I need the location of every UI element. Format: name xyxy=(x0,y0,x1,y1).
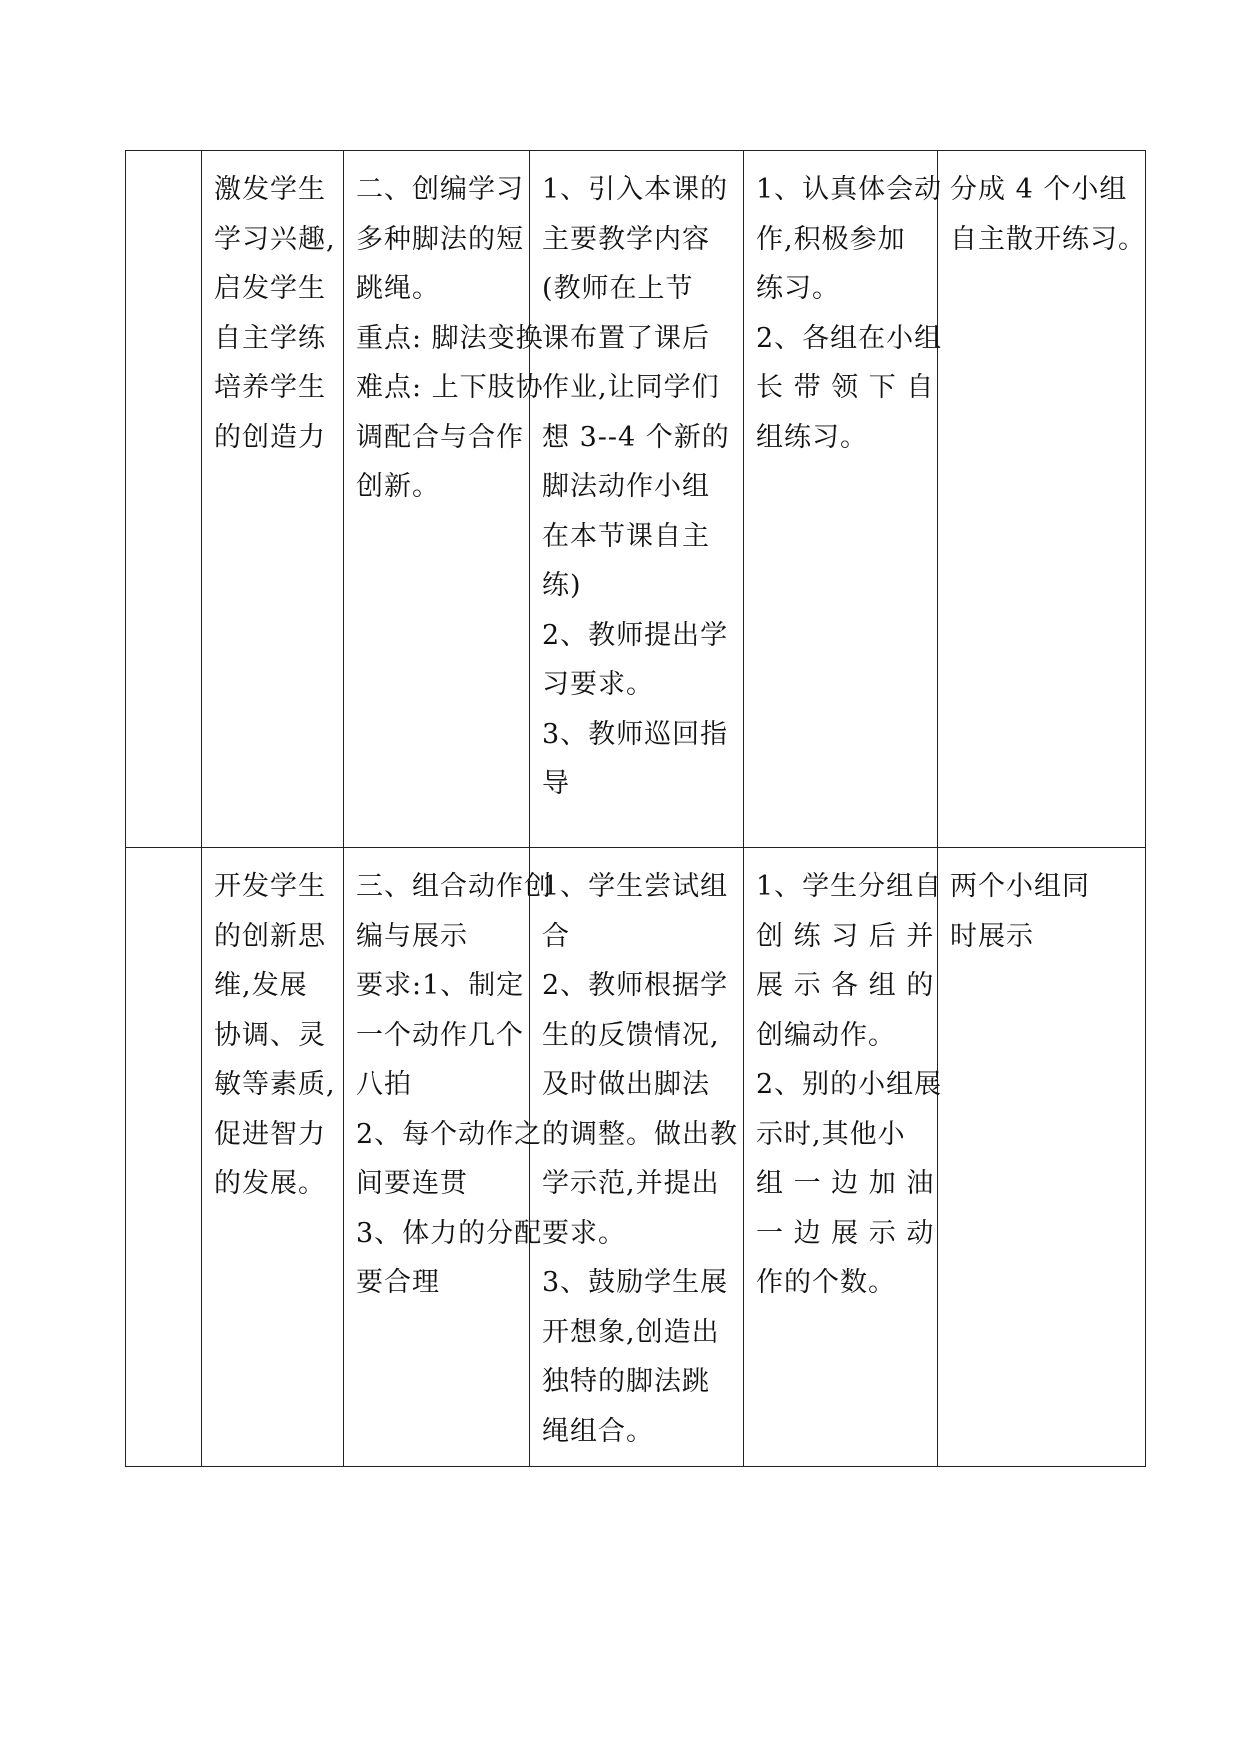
cell-text-line: (教师在上节 xyxy=(542,273,694,304)
cell-text-line: 组 一 边 加 油 xyxy=(756,1168,935,1199)
cell-text-line: 时展示 xyxy=(950,920,1034,952)
cell-text-line: 示时,其他小 xyxy=(756,1118,906,1150)
cell-text-line: 2、教师根据学 xyxy=(542,970,729,1001)
cell-text-line: 重点: 脚法变换 xyxy=(356,322,544,354)
row1-content-cell xyxy=(344,151,544,848)
cell-text-line: 1、学生分组自 xyxy=(756,871,943,902)
cell-text-line: 二、创编学习 xyxy=(356,174,524,205)
cell-text-line: 要求。 xyxy=(542,1217,626,1249)
table-row xyxy=(126,848,1146,1467)
row2-content-cell xyxy=(344,848,552,1467)
cell-text-line: 的发展。 xyxy=(214,1168,326,1199)
cell-text-line: 的创新思 xyxy=(214,920,326,952)
cell-text-line: 难点: 上下肢协 xyxy=(356,372,544,403)
cell-text-line: 作业,让同学们 xyxy=(542,372,720,403)
cell-text-line: 练) xyxy=(542,570,582,601)
cell-text-line: 自主散开练习。 xyxy=(950,223,1146,255)
cell-text-line: 激发学生 xyxy=(214,174,326,205)
cell-text-line: 主要教学内容 xyxy=(542,223,710,255)
cell-text-line: 的创造力 xyxy=(214,421,326,453)
cell-text-line: 间要连贯 xyxy=(356,1168,468,1199)
row2-organization-cell xyxy=(938,848,1146,1467)
cell-text-line: 的调整。做出教 xyxy=(542,1118,738,1150)
cell-text-line: 生的反馈情况, xyxy=(542,1019,720,1051)
cell-text-line: 创 练 习 后 并 xyxy=(756,920,935,952)
cell-text-line: 1、认真体会动 xyxy=(756,174,943,205)
cell-text-line: 促进智力 xyxy=(214,1118,326,1150)
cell-text-line: 调配合与合作 xyxy=(356,421,524,453)
row1-blank-cell xyxy=(126,151,202,848)
cell-text-line: 习要求。 xyxy=(542,669,654,700)
row1-organization-cell xyxy=(938,151,1146,848)
cell-text-line: 三、组合动作创 xyxy=(356,871,552,902)
cell-text-line: 协调、灵 xyxy=(214,1019,326,1051)
cell-text-line: 一 边 展 示 动 xyxy=(756,1217,935,1249)
cell-text-line: 学示范,并提出 xyxy=(542,1168,720,1199)
cell-text-line: 练习。 xyxy=(756,273,840,304)
cell-text-line: 两个小组同 xyxy=(950,871,1090,902)
cell-text-line: 组练习。 xyxy=(756,421,868,453)
cell-text-line: 3、教师巡回指 xyxy=(542,718,729,750)
row2-teacher-cell xyxy=(530,848,744,1467)
cell-text-line: 3、鼓励学生展 xyxy=(542,1267,729,1298)
cell-text-line: 1、引入本课的 xyxy=(542,174,729,205)
cell-text-line: 作,积极参加 xyxy=(756,223,906,255)
cell-text-line: 展 示 各 组 的 xyxy=(756,970,935,1001)
cell-text-line: 导 xyxy=(542,768,570,799)
table-row xyxy=(126,151,1146,848)
row1-teacher-cell xyxy=(530,151,744,848)
cell-text-line: 脚法动作小组 xyxy=(542,471,710,502)
cell-text-line: 八拍 xyxy=(356,1069,412,1100)
cell-text-line: 2、别的小组展 xyxy=(756,1069,943,1100)
cell-text-line: 作的个数。 xyxy=(756,1267,896,1298)
cell-text-line: 维,发展 xyxy=(214,970,308,1001)
cell-text-line: 在本节课自主 xyxy=(542,520,710,552)
cell-text-line: 课布置了课后 xyxy=(542,322,710,354)
row2-goal-cell xyxy=(202,848,344,1467)
row2-student-cell xyxy=(744,848,943,1467)
cell-text-line: 启发学生 xyxy=(214,273,326,304)
cell-text-line: 学习兴趣, xyxy=(214,223,336,255)
cell-text-line: 及时做出脚法 xyxy=(542,1069,710,1100)
cell-text-line: 创编动作。 xyxy=(756,1019,896,1051)
cell-text-line: 开想象,创造出 xyxy=(542,1316,720,1348)
row1-student-cell xyxy=(744,151,943,848)
cell-text-line: 跳绳。 xyxy=(356,273,440,304)
cell-text-line: 培养学生 xyxy=(214,372,326,403)
cell-text-line: 独特的脚法跳 xyxy=(542,1366,710,1397)
cell-text-line: 2、各组在小组 xyxy=(756,322,943,354)
cell-text-line: 分成 4 个小组 xyxy=(950,174,1128,205)
row1-goal-cell xyxy=(202,151,344,848)
cell-text-line: 敏等素质, xyxy=(214,1069,336,1100)
cell-text-line: 合 xyxy=(542,920,570,952)
row2-blank-cell xyxy=(126,848,202,1467)
cell-text-line: 一个动作几个 xyxy=(356,1019,524,1051)
cell-text-line: 2、每个动作之 xyxy=(356,1118,543,1150)
cell-text-line: 开发学生 xyxy=(214,871,326,902)
cell-text-line: 要求:1、制定 xyxy=(356,970,525,1001)
cell-text-line: 要合理 xyxy=(356,1267,440,1298)
cell-text-line: 长 带 领 下 自 xyxy=(756,372,935,403)
cell-text-line: 1、学生尝试组 xyxy=(542,871,729,902)
cell-text-line: 创新。 xyxy=(356,471,440,502)
cell-text-line: 2、教师提出学 xyxy=(542,619,729,651)
cell-text-line: 想 3--4 个新的 xyxy=(542,421,730,453)
cell-text-line: 自主学练 xyxy=(214,322,326,354)
cell-text-line: 编与展示 xyxy=(356,920,468,952)
cell-text-line: 绳组合。 xyxy=(542,1415,654,1447)
lesson-plan-table xyxy=(125,150,1146,1467)
cell-text-line: 3、体力的分配 xyxy=(356,1217,543,1249)
cell-text-line: 多种脚法的短 xyxy=(356,223,524,255)
